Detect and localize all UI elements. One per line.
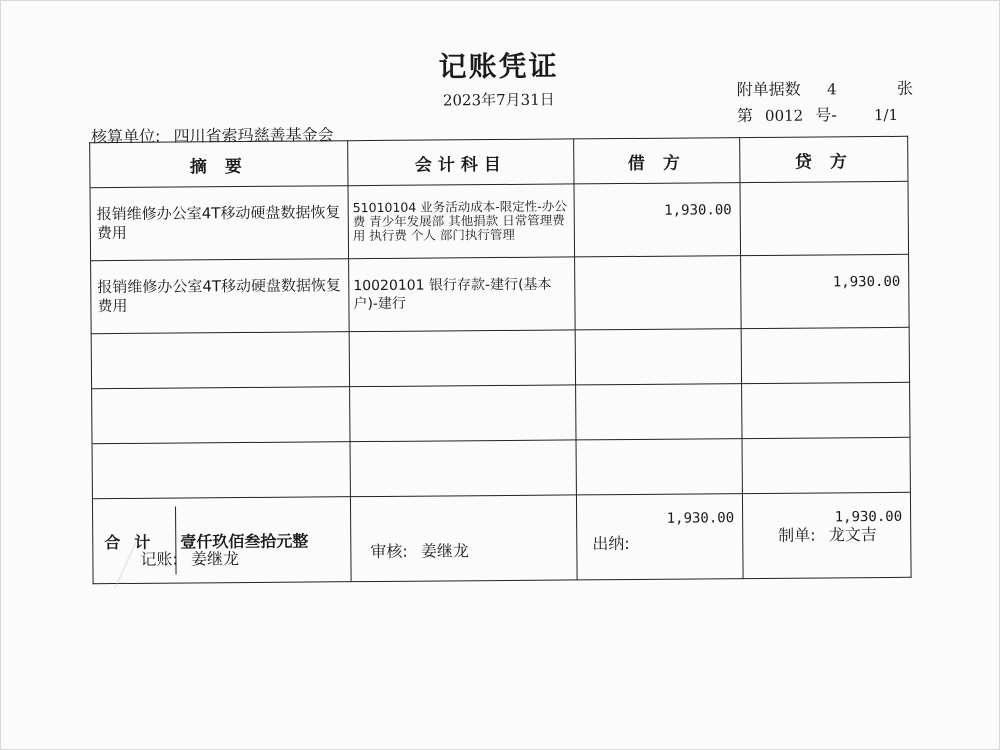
attachments-info: [737, 76, 913, 100]
total-credit: 1,930.00: [742, 492, 911, 578]
empty-row: [91, 327, 909, 388]
row-credit: 1,930.00: [741, 254, 910, 328]
empty-cell: [350, 440, 576, 497]
number-suffix: 号-: [815, 105, 838, 125]
row-debit: 1,930.00: [574, 183, 741, 257]
bookkeeper-label: 记账:: [140, 549, 178, 569]
total-amount-in-words: 壹仟玖佰叁拾元整: [180, 531, 309, 552]
row-account: 10020101 银行存款-建行(基本户)-建行: [349, 257, 576, 332]
row-credit: [740, 181, 909, 255]
empty-cell: [350, 385, 576, 442]
bookkeeper-name: 姜继龙: [190, 549, 240, 569]
header-account: 会计科目: [348, 139, 574, 186]
empty-row: [92, 382, 910, 443]
voucher-date: 2023年7月31日: [442, 90, 555, 110]
unit-name: 四川省索玛慈善基金会: [173, 125, 334, 146]
empty-cell: [575, 329, 741, 385]
header-debit: 借 方: [574, 138, 740, 184]
attachments-label: 附单据数: [736, 79, 801, 100]
table-header-row: [90, 136, 908, 187]
attachments-count: 4: [827, 80, 837, 99]
number-prefix: 第: [736, 106, 754, 126]
voucher-number: 0012: [764, 106, 804, 125]
cashier-signature: [592, 531, 638, 554]
empty-cell: [576, 439, 742, 495]
empty-cell: [349, 330, 575, 387]
row-summary: 报销维修办公室4T移动硬盘数据恢复费用: [91, 259, 350, 334]
preparer-label: 制单:: [778, 525, 816, 545]
empty-cell: [741, 327, 909, 383]
voucher-table: [89, 136, 911, 584]
preparer-signature: [778, 522, 877, 546]
row-account: 51010104 业务活动成本-限定性-办公费 青少年发展部 其他捐款 日常管理费用 执行费 个人 部门执行管理: [348, 184, 575, 259]
row-debit: [575, 256, 742, 330]
voucher-number-info: [737, 102, 898, 126]
empty-cell: [742, 382, 910, 438]
row-summary: 报销维修办公室4T移动硬盘数据恢复费用: [90, 186, 349, 261]
empty-cell: [92, 442, 350, 499]
preparer-name: 龙文吉: [828, 525, 877, 545]
unit-label: 核算单位:: [91, 126, 161, 147]
header-summary: 摘 要: [90, 141, 348, 188]
reviewer-signature: [370, 538, 469, 562]
header-credit: 贷 方: [740, 136, 908, 182]
empty-cell: [742, 437, 910, 493]
voucher-title: 记账凭证: [438, 49, 559, 84]
table-row: [91, 254, 910, 333]
total-label: 合计: [93, 507, 177, 576]
page-indicator: 1/1: [873, 105, 899, 125]
empty-row: [92, 437, 910, 498]
total-debit: 1,930.00: [576, 494, 743, 580]
empty-cell: [576, 384, 742, 440]
empty-cell: [91, 332, 349, 389]
reviewer-label: 审核:: [370, 541, 408, 562]
attachments-unit: 张: [896, 78, 914, 98]
reviewer-name: 姜继龙: [420, 541, 469, 561]
empty-cell: [92, 387, 350, 444]
table-row: [90, 181, 909, 260]
cashier-label: 出纳:: [592, 533, 630, 554]
